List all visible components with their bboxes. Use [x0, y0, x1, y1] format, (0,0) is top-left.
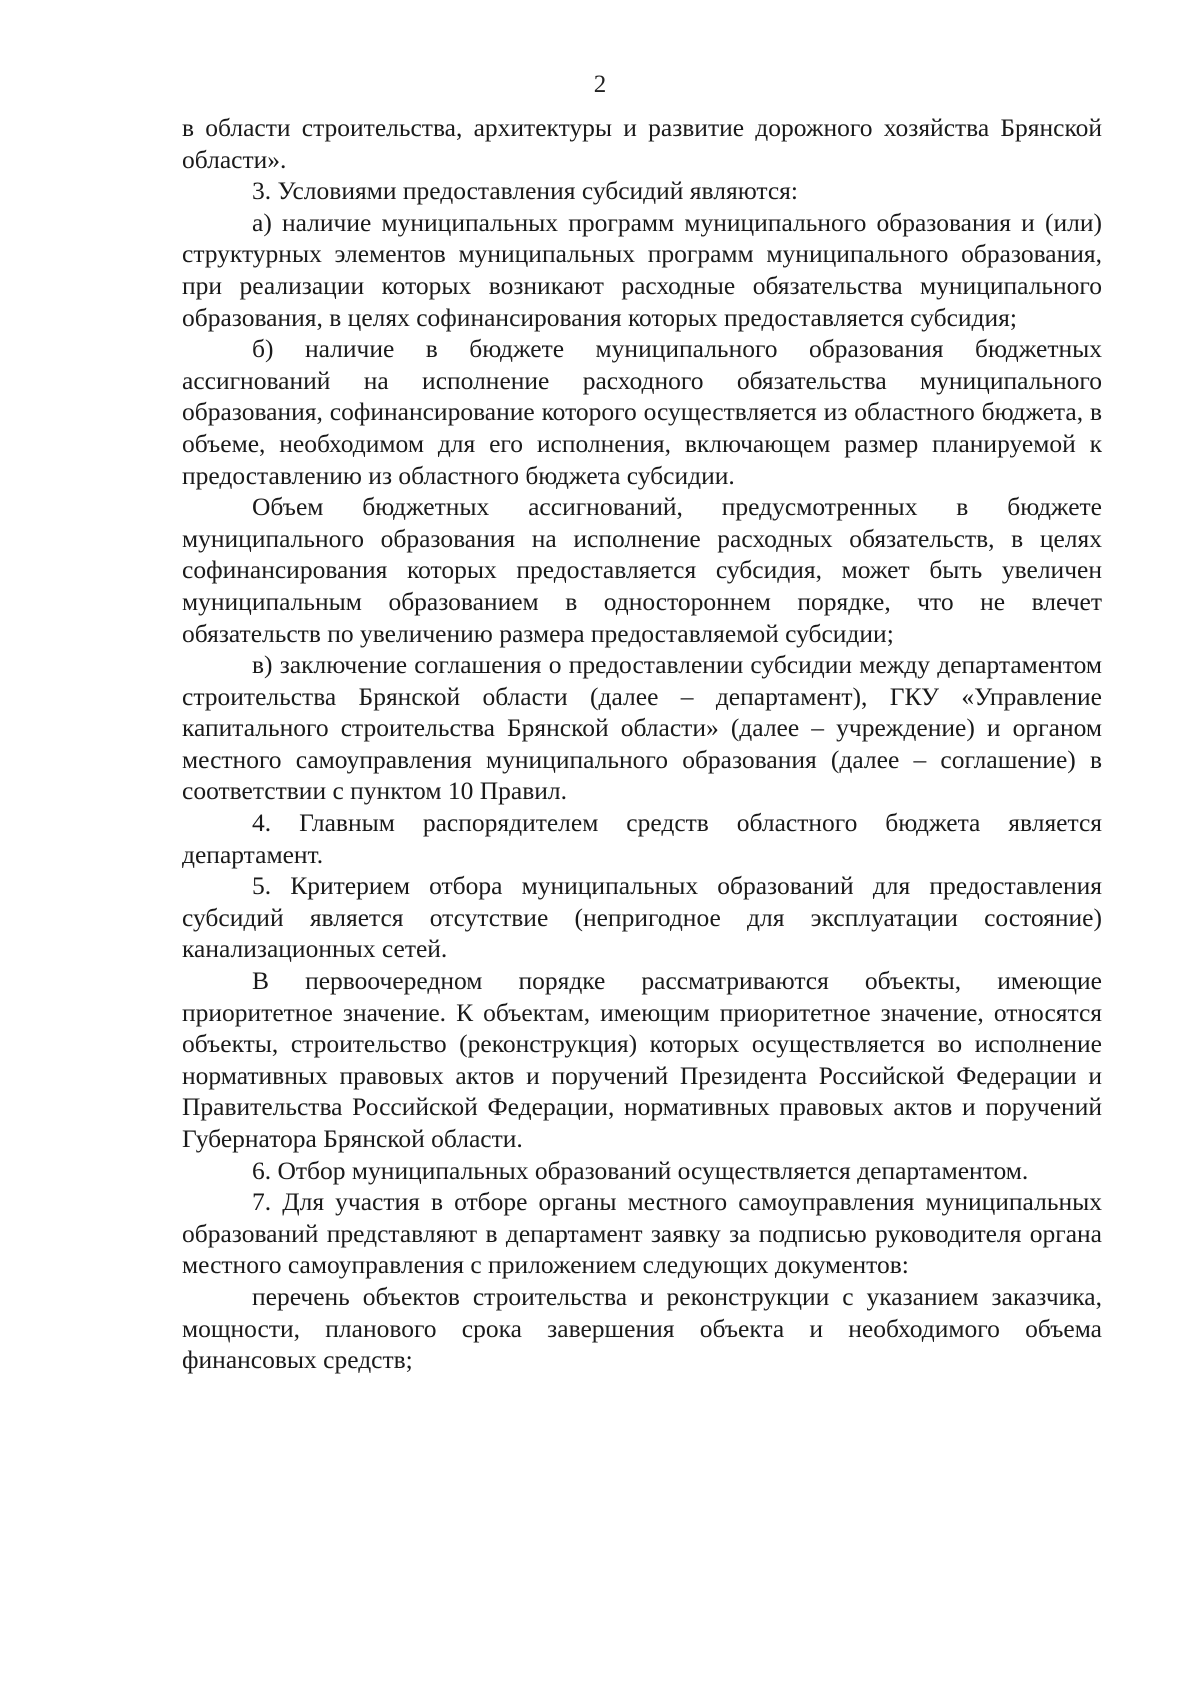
paragraph-item-5: 5. Критерием отбора муниципальных образований для предоставления субсидий является отсутствие (непригодное для эксплуатации состояние) канализационных сетей.	[182, 871, 1102, 964]
paragraph-subitem-a: а) наличие муниципальных программ муниципального образования и (или) структурных элементов муниципальных программ муниципального образования, при реализации которых возникают расходные обязательства муниципального образования, в целях софинансирования которых предоставляется субсидия;	[182, 207, 1102, 332]
paragraph-priority: В первоочередном порядке рассматриваются объекты, имеющие приоритетное значение. К объектам, имеющим приоритетное значение, относятся объекты, строительство (реконструкция) которых осуществляется во исполнение нормативных правовых актов и поручений Президента Российской Федерации и Правительства Российской Федерации, нормативных правовых актов и поручений Губернатора Брянской области.	[182, 966, 1102, 1153]
paragraph-subitem-b: б) наличие в бюджете муниципального образования бюджетных ассигнований на исполнение расходного обязательства муниципального образования, софинансирование которого осуществляется из областного бюджета, в объеме, необходимом для его исполнения, включающем размер планируемой к предоставлению из областного бюджета субсидии.	[182, 334, 1102, 490]
paragraph-object-list: перечень объектов строительства и реконструкции с указанием заказчика, мощности, планового срока завершения объекта и необходимого объема финансовых средств;	[182, 1281, 1102, 1375]
paragraph-subitem-v: в) заключение соглашения о предоставлении субсидии между департаментом строительства Брянской области (далее – департамент), ГКУ «Управление капитального строительства Брянской области» (далее – учреждение) и органом местного самоуправления муниципального образования (далее – соглашение) в соответствии с пунктом 10 Правил.	[182, 650, 1102, 806]
paragraph-item-4: 4. Главным распорядителем средств областного бюджета является департамент.	[182, 808, 1102, 869]
paragraph-item-3: 3. Условиями предоставления субсидий являются:	[252, 176, 798, 206]
paragraph-budget-volume: Объем бюджетных ассигнований, предусмотренных в бюджете муниципального образования на исполнение расходных обязательств, в целях софинансирования которых предоставляется субсидия, может быть увеличен муниципальным образованием в одностороннем порядке, что не влечет обязательств по увеличению размера предоставляемой субсидии;	[182, 492, 1102, 648]
paragraph-continuation: в области строительства, архитектуры и развитие дорожного хозяйства Брянской области».	[182, 113, 1102, 174]
paragraph-item-7: 7. Для участия в отборе органы местного самоуправления муниципальных образований представляют в департамент заявку за подписью руководителя органа местного самоуправления с приложением следующих документов:	[182, 1187, 1102, 1280]
paragraph-item-6: 6. Отбор муниципальных образований осуществляется департаментом.	[252, 1155, 1029, 1185]
page-number: 2	[593, 71, 607, 98]
document-body	[182, 112, 1102, 1376]
